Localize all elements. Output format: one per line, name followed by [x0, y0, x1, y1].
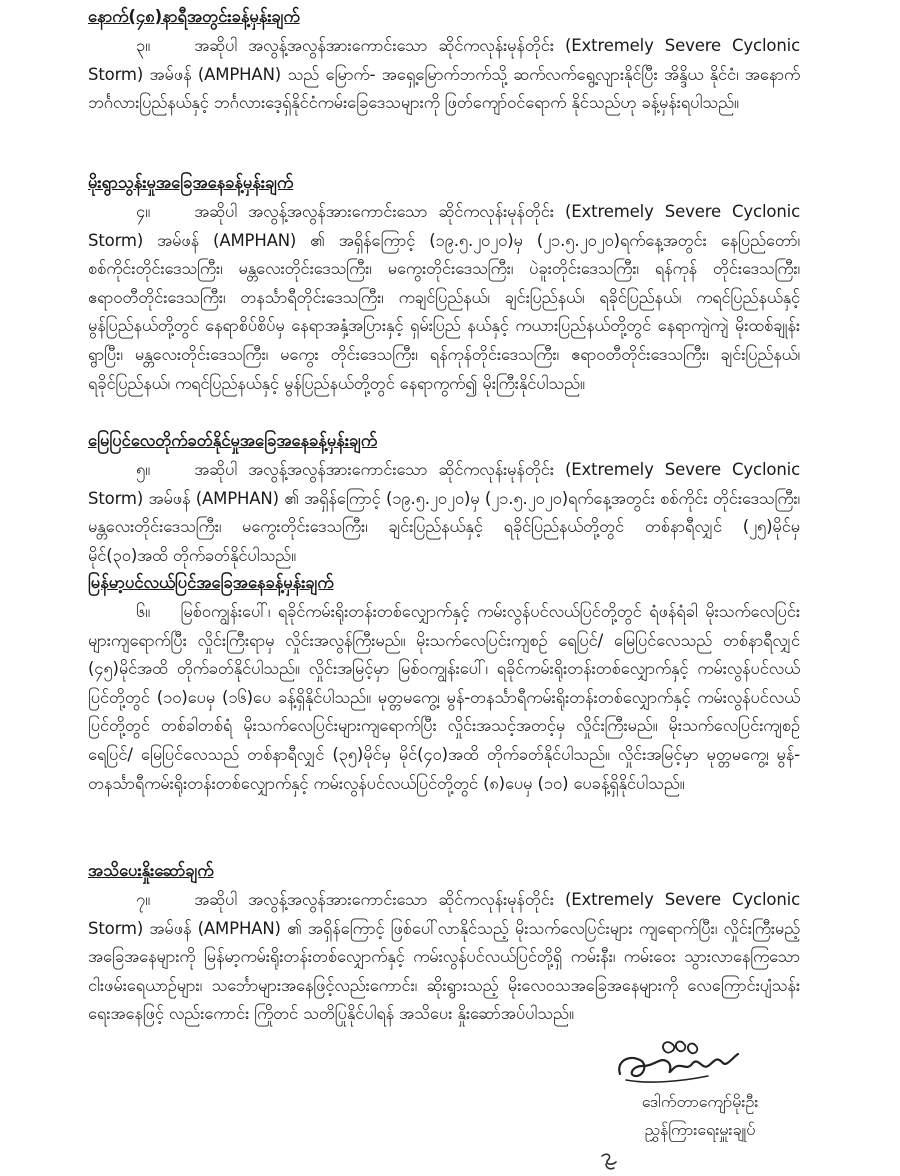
section-heading: မြေပြင်လေတိုက်ခတ်နိုင်မှုအခြေအနေခန့်မှန်းချက်	[88, 431, 378, 450]
signatory-title: ညွှန်ကြားရေးမှူးချုပ်	[644, 1120, 756, 1139]
handwritten-initial-mark	[598, 1150, 620, 1172]
paragraph-text: အဆိုပါ အလွန့်အလွန်အားကောင်းသော ဆိုင်ကလုန်းမုန်တိုင်း (Extremely Severe Cyclonic Storm) အမ်ဖန် (AMPHAN) ၏ အရှိန်ကြောင့် (၁၉.၅.၂၀၂၀)မှ (၂၁.၅.၂၀၂၀)ရက်နေ့အတွင်း စစ်ကိုင်း တိုင်းဒေသကြီး၊ မန္တလေးတိုင်းဒေသကြီး၊ မကွေးတိုင်းဒေသကြီး၊ ချင်းပြည်နယ်နှင့် ရခိုင်ပြည်နယ်တို့တွင် တစ်နာရီလျှင် (၂၅)မိုင်မှ မိုင်(၃၀)အထိ တိုက်ခတ်နိုင်ပါသည်။	[88, 460, 800, 565]
paragraph-text: အဆိုပါ အလွန့်အလွန်အားကောင်းသော ဆိုင်ကလုန်းမုန်တိုင်း (Extremely Severe Cyclonic Storm) အမ်ဖန် (AMPHAN) သည် မြောက်- အရှေ့မြောက်ဘက်သို့ ဆက်လက်ရွေ့လျားနိုင်ပြီး အိန္ဒိယ နိုင်ငံ၊ အနောက်ဘင်္ဂလားပြည်နယ်နှင့် ဘင်္ဂလားဒေ့ရှ်နိုင်ငံကမ်းခြေဒေသများကို ဖြတ်ကျော်ဝင်ရောက် နိုင်သည်ဟု ခန့်မှန်းရပါသည်။	[88, 36, 800, 113]
section-heading: မြန်မာ့ပင်လယ်ပြင်အခြေအနေခန့်မှန်းချက်	[88, 573, 334, 592]
section-heading: အသိပေးနှိုးဆော်ချက်	[88, 861, 214, 880]
paragraph	[88, 32, 800, 118]
section-warning	[88, 860, 800, 1029]
paragraph	[88, 598, 800, 798]
section-rainfall-forecast	[88, 172, 800, 398]
paragraph-number: ၄။	[136, 202, 150, 221]
section-48hr-forecast	[88, 6, 800, 118]
paragraph-number: ၇။	[136, 890, 150, 909]
section-sea-condition-forecast	[88, 572, 800, 798]
paragraph	[88, 456, 800, 570]
signature-block	[600, 1036, 800, 1144]
paragraph-number: ၅။	[136, 460, 150, 479]
paragraph	[88, 198, 800, 398]
paragraph-text: မြစ်ဝကျွန်းပေါ်၊ ရခိုင်ကမ်းရိုးတန်းတစ်လျှောက်နှင့် ကမ်းလွန်ပင်လယ်ပြင်တို့တွင် ရံဖန်ရံခါ မိုးသက်လေပြင်းများကျရောက်ပြီး လှိုင်းကြီးရာမှ လှိုင်းအလွန်ကြီးမည်။ မိုးသက်လေပြင်းကျစဉ် ရေပြင်/ မြေပြင်လေသည် တစ်နာရီလျှင် (၄၅)မိုင်အထိ တိုက်ခတ်နိုင်ပါသည်။ လှိုင်းအမြင့်မှာ မြစ်ဝကျွန်းပေါ်၊ ရခိုင်ကမ်းရိုးတန်းတစ်လျှောက်နှင့် ကမ်းလွန်ပင်လယ်ပြင်တို့တွင် (၁၀)ပေမှ (၁၆)ပေ ခန့်ရှိနိုင်ပါသည်။ မုတ္တမကွေ့၊ မွန်-တနင်္သာရီကမ်းရိုးတန်းတစ်လျှောက်နှင့် ကမ်းလွန်ပင်လယ်ပြင်တို့တွင် တစ်ခါတစ်ရံ မိုးသက်လေပြင်းများကျရောက်ပြီး လှိုင်းအသင့်အတင့်မှ လှိုင်းကြီးမည်။ မိုးသက်လေပြင်းကျစဉ် ရေပြင်/ မြေပြင်လေသည် တစ်နာရီလျှင် (၃၅)မိုင်မှ မိုင်(၄၀)အထိ တိုက်ခတ်နိုင်ပါသည်။ လှိုင်းအမြင့်မှာ မုတ္တမကွေ့၊ မွန်-တနင်္သာရီကမ်းရိုးတန်းတစ်လျှောက်နှင့် ကမ်းလွန်ပင်လယ်ပြင်တို့တွင် (၈)ပေမှ (၁၀) ပေခန့်ရှိနိုင်ပါသည်။	[88, 602, 800, 793]
paragraph-number: ၃။	[136, 36, 150, 55]
section-heading: မိုးရွာသွန်းမှုအခြေအနေခန့်မှန်းချက်	[88, 173, 294, 192]
paragraph-number: ၆။	[136, 602, 150, 621]
paragraph-text: အဆိုပါ အလွန့်အလွန်အားကောင်းသော ဆိုင်ကလုန်းမုန်တိုင်း (Extremely Severe Cyclonic Storm) အမ်ဖန် (AMPHAN) ၏ အရှိန်ကြောင့် ဖြစ်ပေါ်လာနိုင်သည့် မိုးသက်လေပြင်းများ ကျရောက်ပြီး၊ လှိုင်းကြီးမည့် အခြေအနေများကို မြန်မာ့ကမ်းရိုးတန်းတစ်လျှောက်နှင့် ကမ်းလွန်ပင်လယ်ပြင်တို့ရှိ ကမ်းနီး၊ ကမ်းဝေး သွားလာနေကြသော ငါးဖမ်းရေယာဉ်များ၊ သင်္ဘောများအနေဖြင့်လည်းကောင်း၊ ဆိုးရွားသည့် မိုးလေဝသအခြေအနေများကို လေကြောင်းပျံသန်းရေးအနေဖြင့် လည်းကောင်း ကြိုတင် သတိပြုနိုင်ပါရန် အသိပေး နှိုးဆော်အပ်ပါသည်။	[88, 890, 800, 1024]
handwritten-signature	[608, 1036, 758, 1088]
section-heading: နောက်(၄၈)နာရီအတွင်းခန့်မှန်းချက်	[88, 7, 300, 26]
signatory-name: ဒေါက်တာကျော်မိုးဦး	[641, 1092, 759, 1111]
paragraph	[88, 886, 800, 1029]
paragraph-text: အဆိုပါ အလွန့်အလွန်အားကောင်းသော ဆိုင်ကလုန်းမုန်တိုင်း (Extremely Severe Cyclonic Storm) အမ်ဖန် (AMPHAN) ၏ အရှိန်ကြောင့် (၁၉.၅.၂၀၂၀)မှ (၂၁.၅.၂၀၂၀)ရက်နေ့အတွင်း နေပြည်တော်၊ စစ်ကိုင်းတိုင်းဒေသကြီး၊ မန္တလေးတိုင်းဒေသကြီး၊ မကွေးတိုင်းဒေသကြီး၊ ပဲခူးတိုင်းဒေသကြီး၊ ရန်ကုန် တိုင်းဒေသကြီး၊ ဧရာဝတီတိုင်းဒေသကြီး၊ တနင်္သာရီတိုင်းဒေသကြီး၊ ကချင်ပြည်နယ်၊ ချင်းပြည်နယ်၊ ရခိုင်ပြည်နယ်၊ ကရင်ပြည်နယ်နှင့် မွန်ပြည်နယ်တို့တွင် နေရာစိပ်စိပ်မှ နေရာအနှံ့အပြားနှင့် ရှမ်းပြည် နယ်နှင့် ကယားပြည်နယ်တို့တွင် နေရာကျဲကျဲ မိုးထစ်ချုန်းရွာပြီး၊ မန္တလေးတိုင်းဒေသကြီး၊ မကွေး တိုင်းဒေသကြီး၊ ရန်ကုန်တိုင်းဒေသကြီး၊ ဧရာဝတီတိုင်းဒေသကြီး၊ ချင်းပြည်နယ်၊ ရခိုင်ပြည်နယ်၊ ကရင်ပြည်နယ်နှင့် မွန်ပြည်နယ်တို့တွင် နေရာကွက်၍ မိုးကြီးနိုင်ပါသည်။	[88, 202, 800, 393]
section-surface-wind-forecast	[88, 430, 800, 570]
